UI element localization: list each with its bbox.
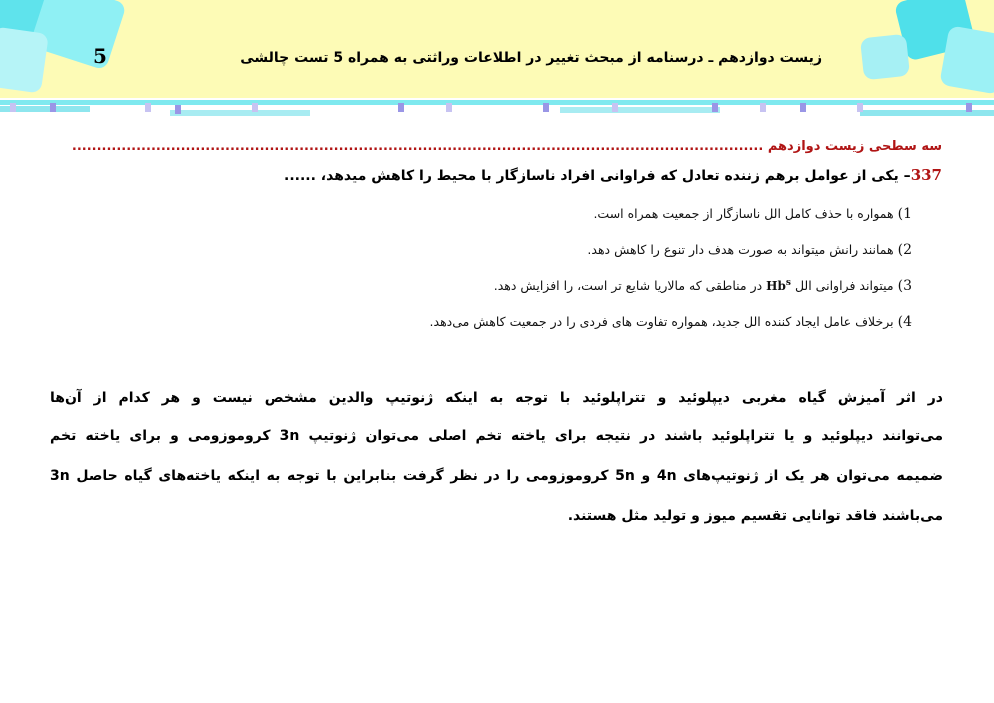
header-banner [0, 0, 994, 98]
option-3 [494, 278, 912, 294]
answer-line-3: ضمیمه می‌توان هر یک از ژنوتیپ‌های 4n و 5n کروموزومی را در نظر گرفت بنابراین با توجه به اینکه یاخته‌های گیاه حاصل 3n [50, 468, 943, 484]
option-text: همانند رانش میتواند به صورت هدف دار تنوع را کاهش دهد. [587, 242, 894, 257]
page-title: زیست دوازدهم ـ درسنامه از مبحث تغییر در اطلاعات وراثتی به همراه 5 تست چالشی [240, 50, 822, 66]
option-number: 2) [897, 242, 912, 258]
decor-square [939, 25, 994, 95]
option-1 [593, 206, 912, 222]
page-number: 5 [93, 44, 107, 68]
option-number: 4) [897, 314, 912, 330]
option-text: برخلاف عامل ایجاد کننده الل جدید، همواره تفاوت های فردی را در جمعیت کاهش می‌دهد. [429, 314, 894, 329]
allele-superscript: s [785, 278, 791, 288]
decor-square [0, 26, 49, 93]
option-4 [430, 314, 912, 330]
dotted-leader: ............................................................................................................................................ [71, 139, 764, 154]
option-number: 3) [897, 278, 912, 294]
subject-text: سه سطحی زیست دوازدهم [767, 139, 942, 154]
answer-line-4: می‌باشند فاقد توانایی تقسیم میوز و تولید مثل هستند. [567, 508, 943, 524]
answer-line-1: در اثر آمیزش گیاه مغربی دیپلوئید و تتراپلوئید با توجه به اینکه ژنوتیپ والدین مشخص نیست و هر کدام از آن‌ها [50, 390, 943, 406]
option-text: همواره با حذف کامل الل ناسازگار از جمعیت همراه است. [593, 206, 894, 221]
decor-stripe [0, 98, 994, 120]
question-stem [284, 166, 942, 184]
allele-symbol: Hb$^s$ [766, 278, 791, 293]
question-number: 337 [910, 166, 942, 184]
option-number: 1) [897, 206, 912, 222]
decor-square [860, 34, 910, 81]
question-text: – یکی از عوامل برهم زننده تعادل که فراوانی افراد ناسازگار با محیط را کاهش میدهد، ...... [284, 168, 911, 184]
option-2 [587, 242, 912, 258]
option-text-after: در مناطقی که مالاریا شایع تر است، را افزایش دهد. [493, 278, 763, 293]
subject-label [50, 139, 942, 155]
answer-line-2: می‌توانند دیپلوئید و یا تتراپلوئید باشند در نتیجه برای یاخته تخم اصلی می‌توان ژنوتیپ 3n کروموزومی و برای یاخته تخم [50, 428, 943, 444]
option-text-before: میتواند فراوانی الل [794, 278, 894, 293]
